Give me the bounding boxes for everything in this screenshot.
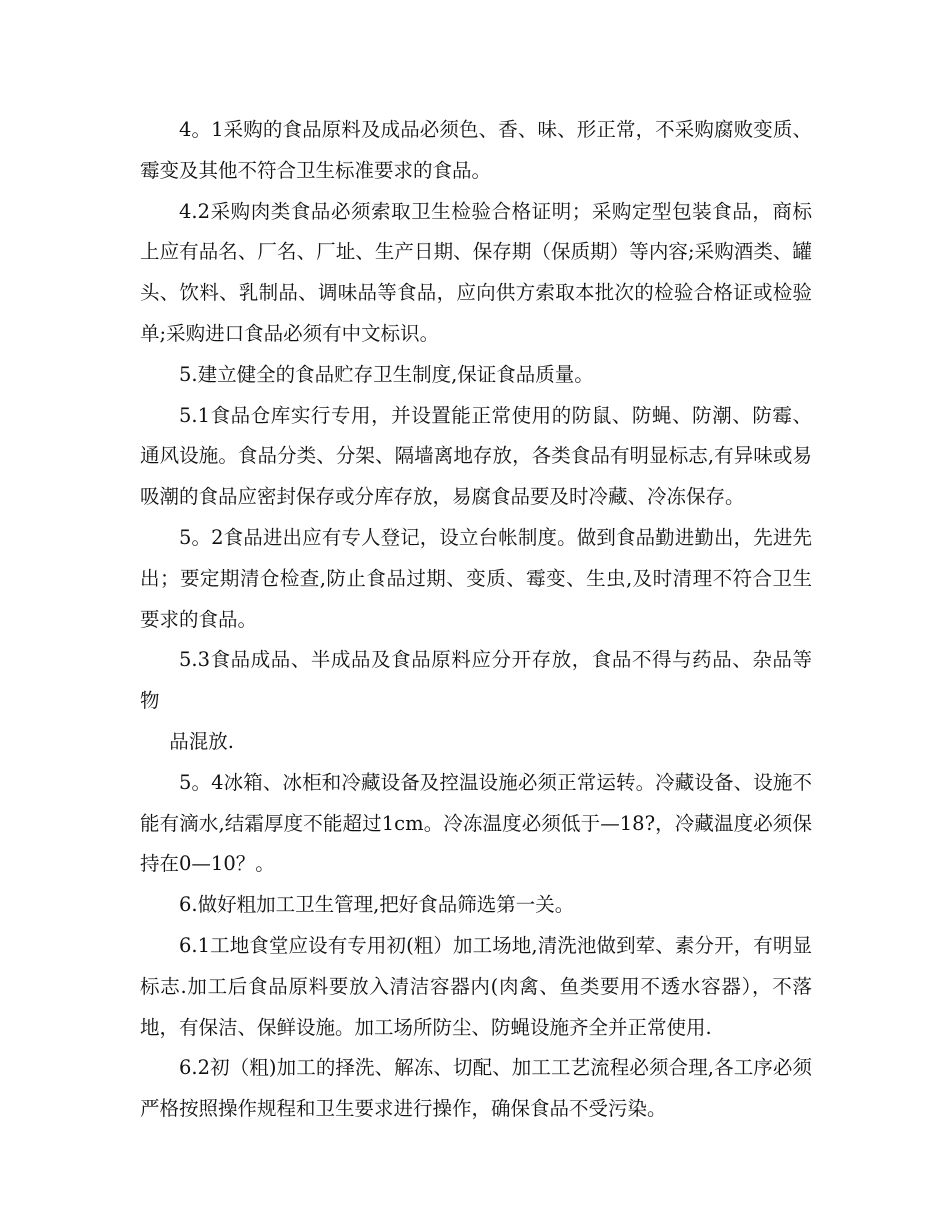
paragraph-5-3-line1: 5.3食品成品、半成品及食品原料应分开存放，食品不得与药品、杂品等物 — [140, 648, 812, 713]
paragraph-5-1: 5.1食品仓库实行专用，并设置能正常使用的防鼠、防蝇、防潮、防霉、通风设施。食品分类、分架、隔墙离地存放，各类食品有明显标志,有异味或易吸潮的食品应密封保存或分库存放，易腐食品要及时冷藏、冷冻保存。 — [140, 403, 812, 509]
paragraph-5-3-line2: 品混放. — [169, 729, 234, 753]
document-body — [140, 110, 812, 1130]
paragraph-4-2: 4.2采购肉类食品必须索取卫生检验合格证明；采购定型包装食品，商标上应有品名、厂名、厂址、生产日期、保存期（保质期）等内容;采购酒类、罐头、饮料、乳制品、调味品等食品，应向供方索取本批次的检验合格证或检验单;采购进口食品必须有中文标识。 — [140, 199, 812, 345]
paragraph-5-3 — [140, 640, 812, 762]
paragraph-6: 6.做好粗加工卫生管理,把好食品筛选第一关。 — [179, 893, 575, 917]
paragraph-5: 5.建立健全的食品贮存卫生制度,保证食品质量。 — [179, 362, 594, 386]
paragraph-4-1: 4。1采购的食品原料及成品必须色、香、味、形正常，不采购腐败变质、霉变及其他不符合卫生标准要求的食品。 — [140, 118, 812, 182]
paragraph-5-2: 5。2食品进出应有专人登记，设立台帐制度。做到食品勤进勤出，先进先出；要定期清仓检查,防止食品过期、变质、霉变、生虫,及时清理不符合卫生要求的食品。 — [140, 525, 812, 631]
paragraph-5-4: 5。4冰箱、冰柜和冷藏设备及控温设施必须正常运转。冷藏设备、设施不能有滴水,结霜厚度不能超过1cm。冷冻温度必须低于—18?，冷藏温度必须保持在0—10？。 — [140, 770, 812, 876]
paragraph-6-2: 6.2初（粗)加工的择洗、解冻、切配、加工工艺流程必须合理,各工序必须严格按照操作规程和卫生要求进行操作，确保食品不受污染。 — [140, 1056, 812, 1121]
paragraph-6-1: 6.1工地食堂应设有专用初(粗）加工场地,清洗池做到荤、素分开，有明显标志.加工后食品原料要放入清洁容器内(肉禽、鱼类要用不透水容器），不落地，有保洁、保鲜设施。加工场所防尘、防蝇设施齐全并正常使用. — [140, 933, 812, 1039]
